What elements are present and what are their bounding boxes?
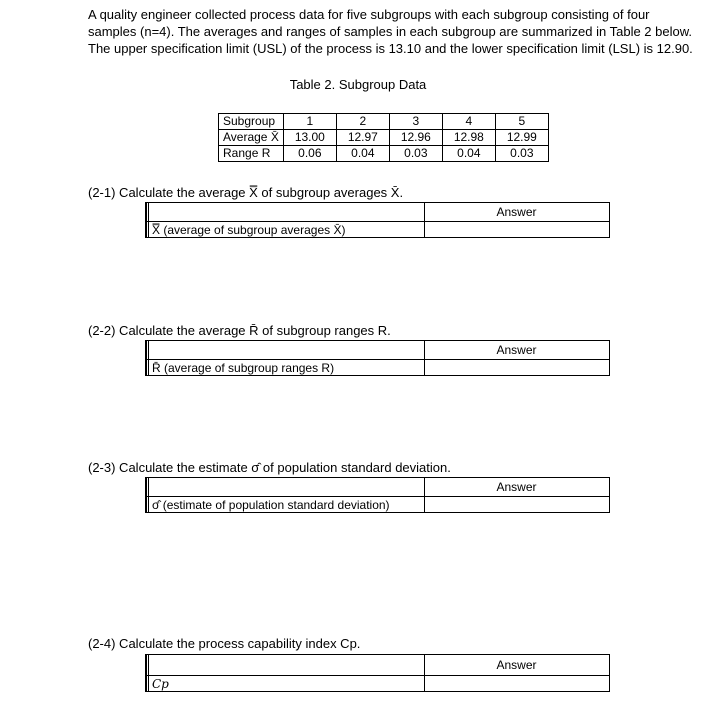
range-cell: 0.06 (283, 146, 336, 162)
table-row (219, 146, 549, 162)
answer-box-2-3 (145, 477, 610, 513)
range-cell: 0.04 (442, 146, 495, 162)
subgroup-cell: 3 (389, 114, 442, 130)
table-row (219, 130, 549, 146)
answer-label: σ̂ (estimate of population standard deviation) (152, 498, 390, 512)
answer-label: R̄ (average of subgroup ranges R) (152, 361, 335, 375)
row-label-average: Average X̄ (219, 130, 284, 146)
average-cell: 13.00 (283, 130, 336, 146)
answer-header: Answer (496, 658, 537, 672)
average-cell: 12.98 (442, 130, 495, 146)
answer-header: Answer (496, 480, 537, 494)
subgroup-cell: 5 (495, 114, 548, 130)
subgroup-cell: 2 (336, 114, 389, 130)
average-cell: 12.99 (495, 130, 548, 146)
row-label-range: Range R (219, 146, 284, 162)
answer-box-2-2 (145, 340, 610, 376)
subgroup-data-table (218, 113, 549, 162)
answer-input-2-4[interactable] (426, 675, 609, 695)
question-2-4-prompt: (2-4) Calculate the process capability index Cp. (88, 636, 361, 651)
answer-label: Cp (152, 677, 169, 691)
answer-box-2-1 (145, 202, 610, 238)
question-2-2-prompt: (2-2) Calculate the average R̄ of subgroup ranges R. (88, 323, 391, 338)
question-2-3-prompt: (2-3) Calculate the estimate σ̂ of population standard deviation. (88, 460, 451, 475)
average-cell: 12.96 (389, 130, 442, 146)
answer-header: Answer (496, 343, 537, 357)
subgroup-cell: 1 (283, 114, 336, 130)
range-cell: 0.03 (495, 146, 548, 162)
answer-box-2-4 (145, 654, 610, 692)
question-2-1-prompt: (2-1) Calculate the average X̿ of subgroup averages X̄. (88, 185, 404, 200)
row-label-subgroup: Subgroup (219, 114, 284, 130)
average-cell: 12.97 (336, 130, 389, 146)
answer-input-2-1[interactable] (426, 221, 609, 241)
answer-input-2-2[interactable] (426, 359, 609, 379)
range-cell: 0.03 (389, 146, 442, 162)
answer-header: Answer (496, 205, 537, 219)
table-caption: Table 2. Subgroup Data (289, 77, 427, 92)
answer-label: X̿ (average of subgroup averages X̄) (152, 223, 346, 237)
intro-paragraph: A quality engineer collected process data for five subgroups with each subgroup consisting of four samples (n=4). The averages and ranges of samples in each subgroup are summarized in Table 2 below. The upper specification limit (USL) of the process is 13.10 and the lower specification limit (LSL) is 12.90. (88, 7, 693, 56)
subgroup-cell: 4 (442, 114, 495, 130)
range-cell: 0.04 (336, 146, 389, 162)
table-row (219, 114, 549, 130)
answer-input-2-3[interactable] (426, 496, 609, 516)
